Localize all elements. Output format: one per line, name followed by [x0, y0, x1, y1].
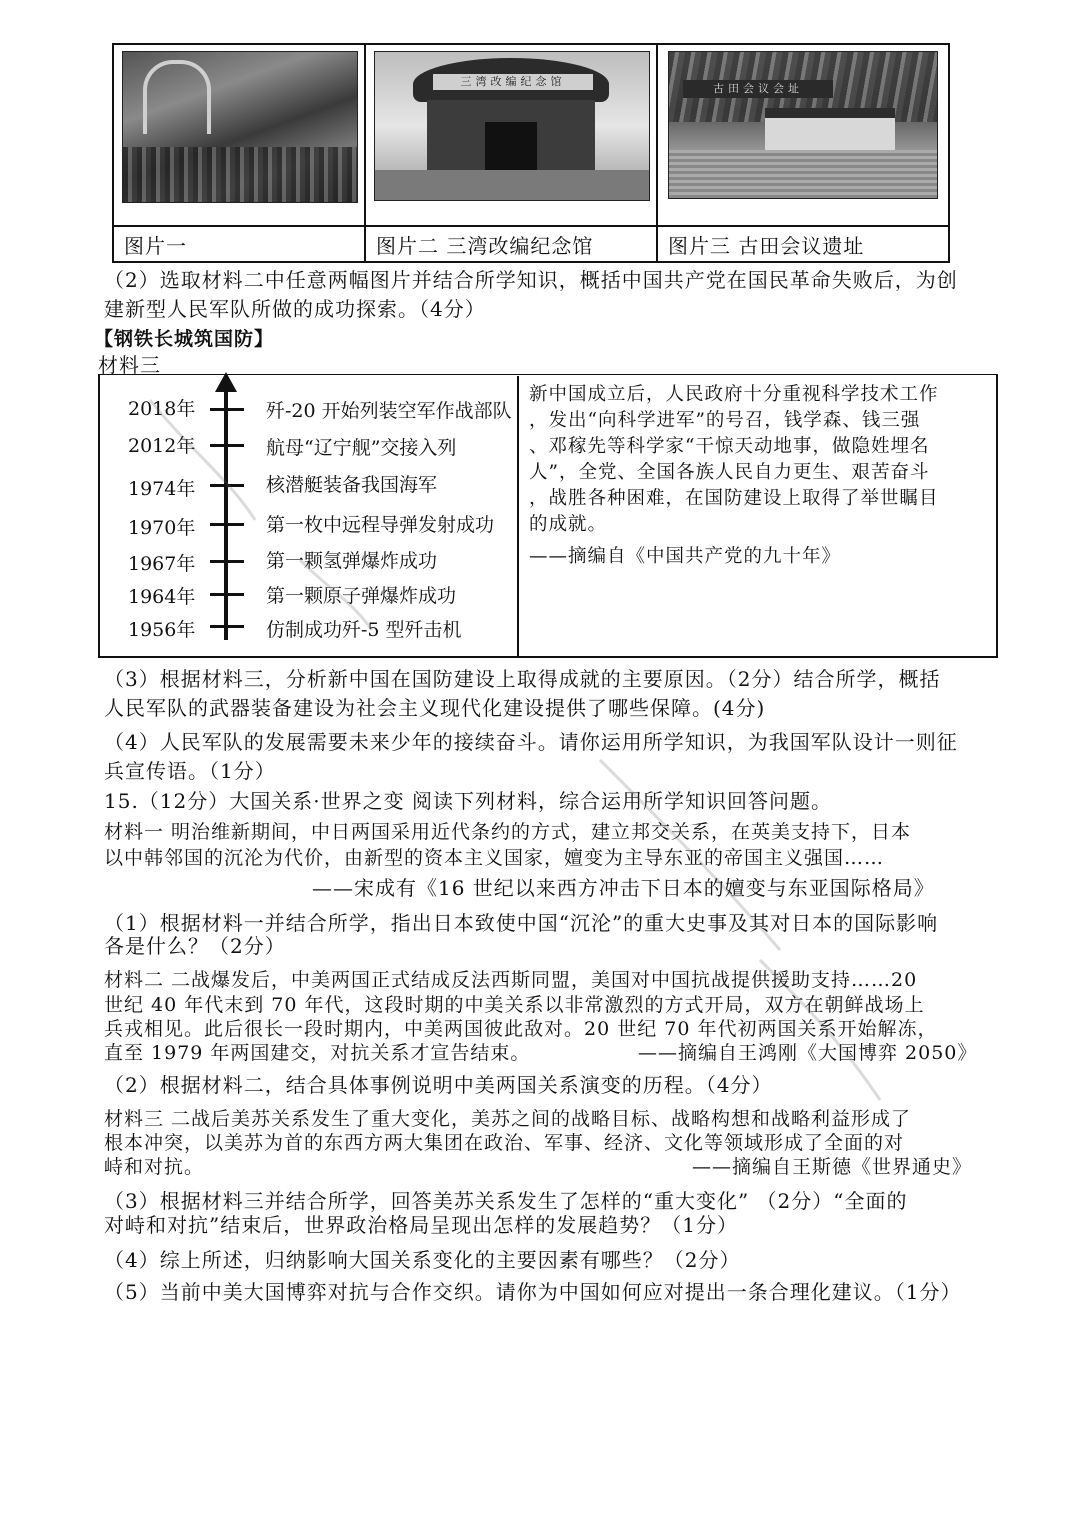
timeline-year: 1967年 [128, 553, 196, 575]
photo-cell-1 [113, 44, 365, 226]
q15-material-2-line2: 世纪 40 年代末到 70 年代，这段时期的中美关系以非常激烈的方式开局，双方在朝鲜战场上 [104, 994, 925, 1016]
q15-sub-1-line2: 各是什么？（2分） [104, 934, 286, 958]
photo-1 [122, 51, 358, 203]
q15-sub-3-line1: （3）根据材料三并结合所学，回答美苏关系发生了怎样的“重大变化” （2分）“全面的 [104, 1189, 908, 1213]
photo-caption-3: 图片三 古田会议遗址 [657, 226, 949, 262]
photo-2 [374, 51, 650, 201]
q15-material-3-line3: 峙和对抗。 [104, 1156, 205, 1178]
q15-sub-1-line1: （1）根据材料一并结合所学，指出日本致使中国“沉沦”的重大史事及其对日本的国际影响 [104, 911, 939, 935]
material-3-source: ——摘编自《中国共产党的九十年》 [529, 546, 842, 567]
timeline-year: 1964年 [128, 586, 196, 608]
photo-table [112, 43, 950, 263]
timeline-year: 2012年 [128, 435, 196, 457]
question-4-line1: （4）人民军队的发展需要未来少年的接续奋斗。请你运用所学知识，为我国军队设计一则征 [104, 730, 958, 754]
photo-caption-1: 图片一 [113, 226, 365, 262]
section-title: 【钢铁长城筑国防】 [94, 328, 275, 350]
timeline-year: 1970年 [128, 517, 196, 539]
photo-cell-3 [657, 44, 949, 226]
q15-sub-5: （5）当前中美大国博弈对抗与合作交织。请你为中国如何应对提出一条合理化建议。（1分） [104, 1280, 962, 1304]
question-15-header: 15.（12分）大国关系·世界之变 阅读下列材料，综合运用所学知识回答问题。 [104, 789, 832, 813]
timeline-axis [224, 380, 228, 640]
timeline-event: 歼-20 开始列装空军作战部队 [266, 400, 512, 422]
timeline-event: 第一颗原子弹爆炸成功 [266, 585, 457, 607]
question-3-line1: （3）根据材料三，分析新中国在国防建设上取得成就的主要原因。（2分）结合所学，概括 [104, 667, 941, 691]
timeline-year: 1974年 [128, 478, 196, 500]
photo-3 [668, 51, 938, 199]
question-3-line2: 人民军队的武器装备建设为社会主义现代化建设提供了哪些保障。(4分) [104, 696, 766, 720]
timeline-event: 仿制成功歼-5 型歼击机 [266, 619, 462, 641]
question-4-line2: 兵宣传语。（1分） [104, 759, 276, 783]
q15-material-3-source: ——摘编自王斯德《世界通史》 [692, 1156, 973, 1178]
timeline-event: 第一颗氢弹爆炸成功 [266, 550, 438, 572]
question-2-line1: （2）选取材料二中任意两幅图片并结合所学知识，概括中国共产党在国民革命失败后，为创 [104, 268, 958, 292]
q15-material-3-line2: 根本冲突，以美苏为首的东西方两大集团在政治、军事、经济、文化等领域形成了全面的对 [104, 1132, 905, 1154]
photo-caption-2: 图片二 三湾改编纪念馆 [365, 226, 657, 262]
q15-material-1-line2: 以中韩邻国的沉沦为代价，由新型的资本主义国家，嬗变为主导东亚的帝国主义强国…… [104, 847, 885, 869]
q15-material-1-line1: 材料一 明治维新期间，中日两国采用近代条约的方式，建立邦交关系，在英美支持下，日本 [104, 821, 912, 843]
timeline-year: 2018年 [128, 398, 196, 420]
question-2-line2: 建新型人民军队所做的成功探索。（4分） [104, 297, 486, 321]
q15-material-2-line4: 直至 1979 年两国建交，对抗关系才宣告结束。 [104, 1042, 531, 1064]
q15-sub-4: （4）综上所述，归纳影响大国关系变化的主要因素有哪些？（2分） [104, 1248, 741, 1272]
timeline-event: 航母“辽宁舰”交接入列 [266, 437, 457, 459]
timeline-event: 核潜艇装备我国海军 [266, 474, 438, 496]
q15-material-2-line1: 材料二 二战爆发后，中美两国正式结成反法西斯同盟，美国对中国抗战提供援助支持……20 [104, 969, 918, 991]
material-3-label: 材料三 [98, 353, 161, 377]
material-3-divider [517, 376, 519, 657]
timeline-year: 1956年 [128, 619, 196, 641]
q15-material-1-source: ——宋成有《16 世纪以来西方冲击下日本的嬗变与东亚国际格局》 [312, 876, 935, 900]
q15-material-2-source: ——摘编自王鸿刚《大国博弈 2050》 [638, 1042, 978, 1064]
q15-sub-2: （2）根据材料二，结合具体事例说明中美两国关系演变的历程。（4分） [104, 1073, 773, 1097]
photo-3-banner: 古田会议会址 [683, 80, 833, 98]
q15-sub-3-line2: 对峙和对抗”结束后，世界政治格局呈现出怎样的发展趋势？（1分） [104, 1213, 738, 1237]
photo-cell-2 [365, 44, 657, 226]
timeline-event: 第一枚中远程导弹发射成功 [266, 514, 495, 536]
material-3-quote: 新中国成立后，人民政府十分重视科学技术工作 ，发出“向科学进军”的号召，钱学森、钱三强 、邓稼先等科学家“干惊天动地事，做隐姓埋名 人”，全党、全国各族人民自力更生、艰苦奋斗 ，战胜各种困难，在国防建设上取得了举世瞩目 的成就。 ——摘编自《中国共产党的九十年》 [529, 382, 981, 570]
photo-2-sign: 三湾改编纪念馆 [433, 74, 593, 90]
q15-material-2-line3: 兵戎相见。此后很长一段时期内，中美两国彼此敌对。20 世纪 70 年代初两国关系开始解冻， [104, 1018, 938, 1040]
q15-material-3-line1: 材料三 二战后美苏关系发生了重大变化，美苏之间的战略目标、战略构想和战略利益形成了 [104, 1108, 912, 1130]
